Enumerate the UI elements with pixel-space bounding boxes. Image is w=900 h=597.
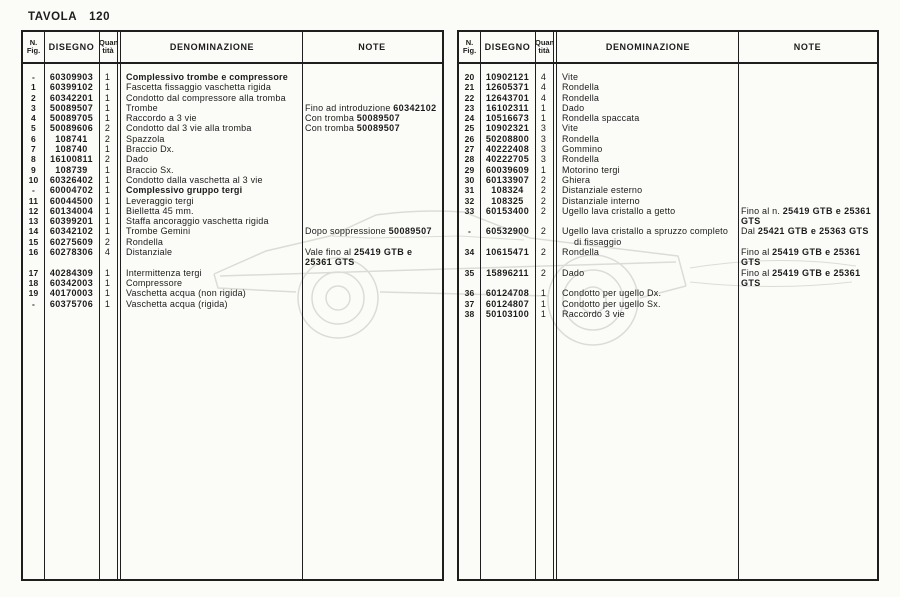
table-row	[23, 175, 442, 185]
table-row	[459, 154, 877, 164]
fig-number: 24	[464, 113, 475, 124]
table-row	[459, 72, 877, 82]
note	[738, 134, 877, 144]
note	[302, 206, 442, 216]
part-number: 50208800	[485, 133, 530, 144]
note	[738, 144, 877, 154]
fig-number: 9	[31, 164, 36, 175]
fig-number: 35	[464, 267, 475, 278]
part-number: 60153400	[485, 205, 530, 216]
part-number: 60278306	[49, 247, 94, 258]
part-number: 60399201	[49, 216, 94, 227]
table-header	[23, 32, 442, 64]
note	[738, 165, 877, 175]
note	[302, 288, 442, 298]
denomination: Braccio Sx.	[126, 164, 174, 175]
part-number: 12643701	[485, 92, 530, 103]
note	[738, 113, 877, 123]
part-number: 108740	[55, 144, 88, 155]
fig-number: 19	[28, 288, 39, 299]
quantity: 1	[104, 72, 111, 82]
part-number: 40222408	[485, 144, 530, 155]
denomination: Compressore	[126, 277, 183, 288]
part-number: 10615471	[485, 247, 530, 258]
part-number: 60275609	[49, 236, 94, 247]
table-row	[459, 196, 877, 206]
fig-number: 22	[464, 92, 475, 103]
fig-number: 27	[464, 144, 475, 155]
part-number: 60044500	[49, 195, 94, 206]
table-row	[23, 123, 442, 133]
denomination: Staffa ancoraggio vaschetta rigida	[126, 216, 269, 227]
denomination: Intermittenza tergi	[126, 267, 202, 278]
note	[302, 299, 442, 309]
table-row	[23, 247, 442, 268]
column-header-denominazione: DENOMINAZIONE	[605, 42, 691, 52]
note	[302, 268, 442, 278]
column-header-note: NOTE	[358, 42, 386, 52]
denomination: Condotto dal compressore alla tromba	[126, 92, 286, 103]
table-row	[459, 288, 877, 298]
note	[738, 72, 877, 82]
part-number: 108325	[491, 195, 524, 206]
page-number: 120	[89, 11, 111, 23]
quantity: 3	[540, 123, 547, 134]
table-row	[23, 226, 442, 236]
denomination: Dado	[562, 102, 585, 113]
quantity: 2	[540, 226, 547, 237]
denomination: Gommino	[562, 144, 603, 155]
part-number: 10902321	[485, 123, 530, 134]
denomination: Condotto dal 3 vie alla tromba	[126, 123, 252, 134]
column-header-fig: N. Fig.	[462, 38, 477, 55]
quantity: 1	[540, 298, 547, 309]
table-row	[23, 113, 442, 123]
quantity: 1	[540, 113, 547, 124]
fig-number: 29	[464, 164, 475, 175]
quantity: 2	[104, 123, 111, 134]
quantity: 1	[104, 174, 111, 185]
column-divider	[117, 32, 118, 579]
note: Fino ad introduzione 60342102	[305, 102, 437, 113]
quantity: 2	[540, 185, 547, 196]
denomination: Trombe Gemini	[126, 226, 191, 237]
part-number: 16100811	[50, 154, 93, 165]
table-row	[23, 154, 442, 164]
fig-number: 30	[464, 174, 475, 185]
column-divider	[44, 32, 45, 579]
quantity: 1	[540, 308, 547, 319]
denomination: Trombe	[126, 102, 158, 113]
quantity: 2	[104, 236, 111, 247]
parts-table-right	[457, 30, 879, 581]
denomination: Vite	[562, 123, 579, 134]
fig-number: 18	[28, 277, 39, 288]
part-number: 60124708	[485, 288, 530, 299]
column-divider	[99, 32, 100, 579]
table-row	[23, 278, 442, 288]
page-title	[28, 11, 110, 23]
note: Fino al n. 25419 GTB e 25361 GTS	[741, 205, 872, 227]
part-number: 60309903	[49, 72, 94, 82]
quantity: 1	[104, 277, 111, 288]
quantity: 2	[540, 174, 547, 185]
table-row	[23, 185, 442, 195]
quantity: 1	[104, 288, 111, 299]
note: Vale fino al 25419 GTB e 25361 GTS	[305, 247, 413, 268]
quantity: 4	[540, 92, 547, 103]
part-number: 60342102	[49, 226, 94, 237]
part-number: 60342003	[49, 277, 94, 288]
table-row	[459, 247, 877, 268]
note	[738, 175, 877, 185]
denomination: Rondella	[126, 236, 164, 247]
column-header-quantita: Quan tità	[535, 38, 555, 55]
column-divider	[480, 32, 481, 579]
table-row	[459, 165, 877, 175]
part-number: 60134004	[49, 205, 94, 216]
quantity: 1	[540, 164, 547, 175]
note	[302, 82, 442, 92]
quantity: 2	[540, 195, 547, 206]
part-number: 50103100	[485, 308, 530, 319]
table-row	[23, 206, 442, 216]
fig-number: 20	[464, 72, 475, 82]
table-body	[23, 64, 442, 309]
table-row	[459, 206, 877, 227]
quantity: 1	[104, 205, 111, 216]
note	[738, 299, 877, 309]
fig-number: 6	[31, 133, 36, 144]
fig-number: 8	[31, 154, 36, 165]
note	[738, 93, 877, 103]
fig-number: 2	[31, 92, 36, 103]
note	[302, 185, 442, 195]
page-title-label: TAVOLA	[28, 11, 78, 23]
quantity: 1	[104, 92, 111, 103]
denomination: Dado	[126, 154, 149, 165]
note	[302, 278, 442, 288]
note	[738, 196, 877, 206]
quantity: 1	[104, 164, 111, 175]
table-row	[23, 237, 442, 247]
fig-number: 16	[28, 247, 39, 258]
table-row	[459, 226, 877, 247]
fig-number: 3	[31, 102, 36, 113]
column-divider	[553, 32, 554, 579]
quantity: 2	[104, 133, 111, 144]
note	[738, 103, 877, 113]
denomination: Vaschetta acqua (rigida)	[126, 298, 228, 309]
part-number: 12605371	[485, 82, 530, 93]
note: Fino al 25419 GTB e 25361 GTS	[741, 267, 861, 288]
quantity: 4	[104, 247, 111, 258]
quantity: 1	[104, 298, 111, 309]
quantity: 1	[104, 226, 111, 237]
table-row	[23, 72, 442, 82]
part-number: 60375706	[49, 298, 94, 309]
denomination: Dado	[562, 267, 585, 278]
table-row	[23, 268, 442, 278]
denomination: Condotto per ugello Sx.	[562, 298, 661, 309]
fig-number: 38	[464, 308, 475, 319]
denomination: Raccordo 3 vie	[562, 308, 625, 319]
part-number: 40170003	[49, 288, 94, 299]
fig-number: 5	[31, 123, 36, 134]
fig-number: 28	[464, 154, 475, 165]
denomination: Complessivo trombe e compressore	[126, 72, 288, 82]
fig-number: -	[31, 72, 36, 82]
quantity: 4	[540, 82, 547, 93]
fig-number: 36	[464, 288, 475, 299]
denomination: Ghiera	[562, 174, 591, 185]
table-row	[459, 185, 877, 195]
column-divider	[738, 32, 739, 579]
fig-number: 11	[28, 195, 39, 206]
quantity: 2	[540, 247, 547, 258]
table-row	[459, 299, 877, 309]
denomination: Vite	[562, 72, 579, 82]
part-number: 50089606	[49, 123, 94, 134]
part-number: 50089705	[49, 113, 94, 124]
fig-number: 15	[28, 236, 39, 247]
denomination: Vaschetta acqua (non rigida)	[126, 288, 247, 299]
table-row	[23, 134, 442, 144]
column-header-quantita: Quan tità	[99, 38, 119, 55]
quantity: 1	[104, 267, 111, 278]
fig-number: 1	[31, 82, 36, 93]
quantity: 4	[540, 72, 547, 82]
fig-number: 26	[464, 133, 475, 144]
table-body	[459, 64, 877, 319]
note: Con tromba 50089507	[305, 123, 400, 134]
table-header	[459, 32, 877, 64]
denomination: Rondella	[562, 154, 600, 165]
part-number: 10516673	[485, 113, 530, 124]
fig-number: 12	[28, 205, 39, 216]
part-number: 60133907	[485, 174, 530, 185]
fig-number: 14	[28, 226, 39, 237]
part-number: 16102311	[486, 102, 529, 113]
note	[302, 216, 442, 226]
column-header-disegno: DISEGNO	[48, 42, 95, 52]
denomination: Motorino tergi	[562, 164, 620, 175]
table-row	[459, 144, 877, 154]
part-number: 15896211	[486, 267, 529, 278]
fig-number: 13	[28, 216, 39, 227]
table-row	[23, 103, 442, 113]
part-number: 108324	[491, 185, 524, 196]
parts-table-left	[21, 30, 444, 581]
note	[302, 93, 442, 103]
denomination: Ugello lava cristallo a spruzzo completo di fissaggio	[562, 226, 729, 247]
note	[738, 123, 877, 133]
denomination: Braccio Dx.	[126, 144, 175, 155]
part-number: 40222705	[485, 154, 530, 165]
quantity: 1	[104, 144, 111, 155]
fig-number: 32	[464, 195, 475, 206]
note	[738, 309, 877, 319]
note	[738, 154, 877, 164]
denomination: Bielletta 45 mm.	[126, 205, 194, 216]
note	[302, 72, 442, 82]
denomination: Distanziale	[126, 247, 173, 258]
note	[738, 288, 877, 298]
quantity: 3	[540, 133, 547, 144]
fig-number: 37	[464, 298, 475, 309]
fig-number: -	[467, 226, 472, 237]
column-header-note: NOTE	[793, 42, 822, 52]
quantity: 2	[540, 205, 547, 216]
fig-number: 31	[464, 185, 475, 196]
quantity: 2	[540, 267, 547, 278]
fig-number: 7	[31, 144, 36, 155]
part-number: 108739	[55, 164, 88, 175]
note	[302, 154, 442, 164]
fig-number: -	[31, 298, 36, 309]
fig-number: 25	[464, 123, 475, 134]
column-divider	[120, 32, 121, 579]
quantity: 2	[104, 154, 111, 165]
column-divider	[302, 32, 303, 579]
quantity: 1	[104, 185, 111, 196]
note	[738, 82, 877, 92]
fig-number: 33	[464, 205, 475, 216]
part-number: 50089507	[49, 102, 94, 113]
quantity: 1	[104, 102, 111, 113]
fig-number: 4	[31, 113, 36, 124]
note: Dopo soppressione 50089507	[305, 226, 432, 237]
fig-number: -	[31, 185, 36, 196]
quantity: 3	[540, 154, 547, 165]
part-number: 60532900	[485, 226, 530, 237]
denomination: Ugello lava cristallo a getto	[562, 205, 676, 216]
note: Fino al 25419 GTB e 25361 GTS	[741, 247, 861, 268]
denomination: Fascetta fissaggio vaschetta rigida	[126, 82, 272, 93]
column-header-disegno: DISEGNO	[484, 42, 531, 52]
column-header-fig: N. Fig.	[26, 38, 41, 55]
note	[302, 165, 442, 175]
table-row	[23, 288, 442, 298]
quantity: 1	[104, 113, 111, 124]
part-number: 60342201	[49, 92, 94, 103]
table-row	[459, 309, 877, 319]
table-row	[23, 196, 442, 206]
note	[302, 175, 442, 185]
table-row	[23, 216, 442, 226]
denomination: Distanziale interno	[562, 195, 640, 206]
note	[302, 237, 442, 247]
note	[738, 185, 877, 195]
table-row	[459, 113, 877, 123]
table-row	[459, 123, 877, 133]
table-row	[459, 93, 877, 103]
fig-number: 23	[464, 102, 475, 113]
part-number: 40284309	[49, 267, 94, 278]
quantity: 1	[104, 216, 111, 227]
part-number: 60039609	[485, 164, 530, 175]
denomination: Rondella spaccata	[562, 113, 640, 124]
column-divider	[535, 32, 536, 579]
denomination: Rondella	[562, 82, 600, 93]
denomination: Raccordo a 3 vie	[126, 113, 197, 124]
note: Dal 25421 GTB e 25363 GTS	[741, 226, 869, 237]
denomination: Rondella	[562, 92, 600, 103]
fig-number: 21	[464, 82, 475, 93]
table-row	[459, 103, 877, 113]
quantity: 3	[540, 144, 547, 155]
denomination: Leveraggio tergi	[126, 195, 194, 206]
fig-number: 34	[464, 247, 475, 258]
fig-number: 17	[28, 267, 39, 278]
part-number: 60004702	[49, 185, 94, 196]
part-number: 10902121	[485, 72, 530, 82]
denomination: Spazzola	[126, 133, 165, 144]
note	[302, 134, 442, 144]
denomination: Rondella	[562, 133, 600, 144]
quantity: 1	[540, 288, 547, 299]
table-row	[23, 299, 442, 309]
column-header-denominazione: DENOMINAZIONE	[169, 42, 255, 52]
table-row	[23, 82, 442, 92]
note	[302, 144, 442, 154]
denomination: Distanziale esterno	[562, 185, 643, 196]
table-row	[23, 144, 442, 154]
denomination: Complessivo gruppo tergi	[126, 185, 243, 196]
denomination: Rondella	[562, 247, 600, 258]
part-number: 60399102	[49, 82, 94, 93]
note	[302, 196, 442, 206]
fig-number: 10	[28, 174, 39, 185]
table-row	[459, 268, 877, 289]
table-row	[459, 82, 877, 92]
part-number: 60326402	[49, 174, 94, 185]
table-row	[23, 93, 442, 103]
quantity: 1	[540, 102, 547, 113]
table-row	[459, 134, 877, 144]
part-number: 60124807	[485, 298, 530, 309]
note: Con tromba 50089507	[305, 113, 400, 124]
table-row	[23, 165, 442, 175]
table-row	[459, 175, 877, 185]
part-number: 108741	[55, 133, 88, 144]
quantity: 1	[104, 82, 111, 93]
denomination: Condotto per ugello Dx.	[562, 288, 662, 299]
quantity: 1	[104, 195, 111, 206]
denomination: Condotto dalla vaschetta al 3 vie	[126, 174, 263, 185]
column-divider	[556, 32, 557, 579]
